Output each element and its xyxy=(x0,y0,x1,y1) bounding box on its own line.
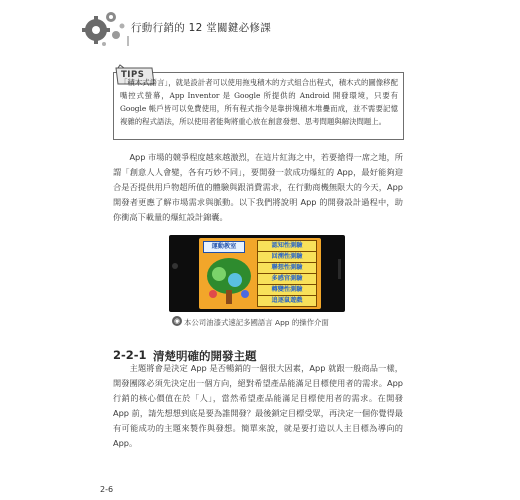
menu-transform-test[interactable]: 轉變性測驗 xyxy=(257,284,317,296)
page-number: 2-6 xyxy=(100,485,114,494)
figure-caption: 本公司油漆式速記多國語言 App 的操作介面 xyxy=(184,318,329,327)
app-tab-title: 運動教室 xyxy=(203,241,245,253)
tips-label: TIPS xyxy=(121,70,145,80)
section-paragraph: 主題將會是決定 App 是否暢銷的一個很大因素，App 就跟一般商品一樣，開發團隊必須先決定出一個方向，絕對希望產品能滿足目標使用者的需求。App 行銷的核心價值在於「人」，當然希望產品能滿足目標使用者的需求。在開發 App 前，請先想想到底是要為誰開發？最後鎖定目標受眾，再決定一個你覺得最有可能成功的主題來製作與發想。簡單來說，就是要打造以人主目標為導向的 App。 xyxy=(113,363,406,448)
tips-text: 「積木式語言」，就是設計者可以使用拖曳積木的方式組合出程式，積木式的圖像移配嘴控式螢幕，App Inventor 是 Google 所提供的 Android 開發環境，只要有 Google 帳戶皆可以免費使用，所有程式指令是靠拼塊積木堆疊而成，並不需要記憶複雜的程式語法，所以使用者能夠將重心放在創意發想、思考問題與解決問題上。 xyxy=(120,78,401,127)
menu-cognitive-test[interactable]: 認知性測驗 xyxy=(257,240,317,252)
app-screen xyxy=(199,238,321,309)
menu-recall-test[interactable]: 回溯性測驗 xyxy=(257,251,317,263)
header-gear-icons xyxy=(82,8,126,48)
camera-icon: ◉ xyxy=(173,317,181,325)
intro-paragraph: App 市場的競爭程度越來越激烈，在這片紅海之中，若要搶得一席之地，所謂「創意人人會變，各有巧妙不同」，要開發一款成功爆紅的 App，最好能夠迎合是否提供用戶物超所值的體驗與跟消費需求，在行動商機無限大的今天，App 開發者更應了解市場需求與脈動。以下我們將說明 App 的開發設計過程中，助你衝高下載量的爆紅設計錦囊。 xyxy=(113,152,406,222)
book-title: 行動行銷的 12 堂關鍵必修課 xyxy=(131,22,272,34)
section-number: 2-2-1 xyxy=(113,348,147,362)
section-title: 清楚明確的開發主題 xyxy=(153,349,257,363)
menu-association-test[interactable]: 聯想性測驗 xyxy=(257,262,317,274)
header-divider xyxy=(127,36,129,46)
menu-chase-mouse-game[interactable]: 追逐鼠遊戲 xyxy=(257,295,317,307)
tree-mascot-icon xyxy=(203,254,255,306)
menu-multisensory-test[interactable]: 多感官測驗 xyxy=(257,273,317,285)
